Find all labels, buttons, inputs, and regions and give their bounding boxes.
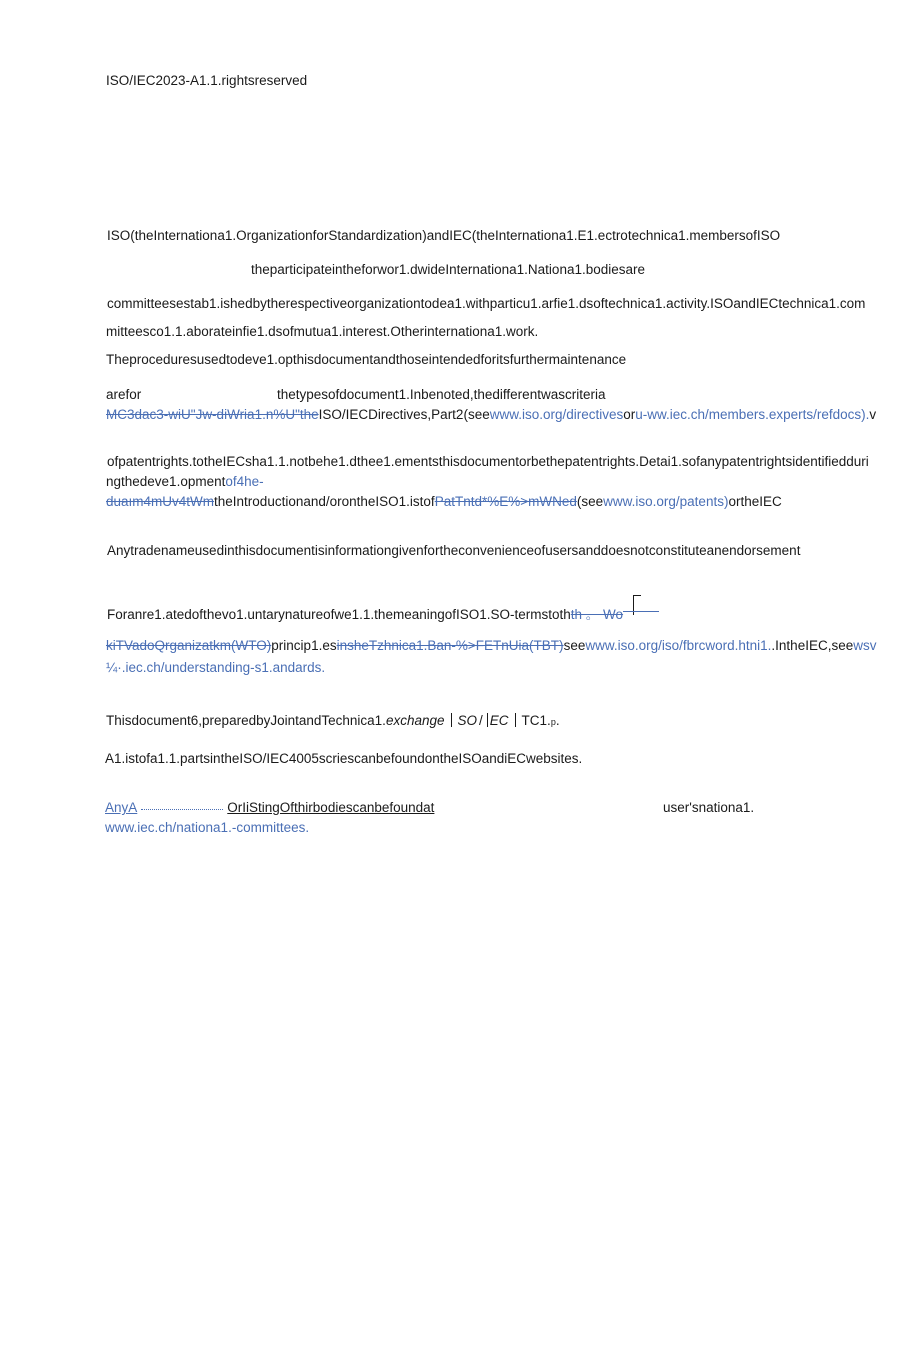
divider bbox=[451, 713, 452, 727]
struck-text-2: PatTntd*%E%>mWNed bbox=[434, 494, 577, 509]
line-end-text: ortheIEC bbox=[728, 494, 782, 509]
para1-line4: mitteesco1.1.aborateinfie1.dsofmutua1.interest.Otherinternationa1.work. bbox=[106, 324, 539, 339]
bracket-mark-icon bbox=[623, 605, 659, 619]
prepared-by-text: Thisdocument6,preparedbyJointandTechnica1. bbox=[106, 713, 386, 728]
divider bbox=[487, 713, 488, 727]
para2-line2a: arefor bbox=[106, 387, 142, 402]
struck-text: duaım4mUv4tWm bbox=[106, 494, 215, 509]
so-text: SO bbox=[457, 713, 478, 728]
para3-line3 bbox=[106, 494, 782, 510]
voluntary-text: Foranre1.atedofthevo1.untarynatureofwe1.1.themeaningofISO1.SO-termstoth bbox=[107, 607, 571, 622]
struck-text-2: insheTzhnica1.Ban-%>FETnUia(TBT) bbox=[336, 638, 564, 653]
iec-link-fragment[interactable]: wsv bbox=[853, 638, 877, 653]
para6-line1 bbox=[106, 713, 560, 730]
see-text: (see bbox=[576, 494, 604, 509]
dotted-rule bbox=[141, 809, 223, 810]
para1-line3: committeesestab1.ishedbytherespectiveorganizationtodea1.withparticu1.arfie1.dsoftechnica1.activity.ISOandIECtechnica1.com bbox=[107, 296, 866, 311]
listing-text: OrIiStingOfthirbodiescanbefoundat bbox=[227, 800, 435, 815]
any-link[interactable]: AnyA bbox=[105, 800, 138, 815]
para5-line3 bbox=[106, 660, 325, 676]
copyright-line: ISO/IEC2023-A1.1.rightsreserved bbox=[106, 73, 308, 88]
para8-line2 bbox=[105, 820, 309, 836]
exchange-text: exchange bbox=[385, 713, 445, 728]
or-text: or bbox=[623, 407, 636, 422]
ec-text: EC bbox=[489, 713, 509, 728]
iec-refdocs-link[interactable]: u-ww.iec.ch/members.experts/refdocs). bbox=[635, 407, 870, 422]
struck-text: MC3dac3-wiU"Jw-diWria1.n%U"the bbox=[106, 407, 319, 422]
iec-see-text: .IntheIEC,see bbox=[771, 638, 854, 653]
tc-text: TC1. bbox=[521, 713, 551, 728]
para5-line1 bbox=[107, 605, 659, 623]
iec-standards-link[interactable]: ¼·.iec.ch/understanding-s1.andards. bbox=[106, 660, 326, 675]
principles-text: princip1.es bbox=[271, 638, 337, 653]
link-fragment[interactable]: of4he- bbox=[225, 474, 264, 489]
iso-directives-link[interactable]: www.iso.org/directives bbox=[489, 407, 624, 422]
divider bbox=[515, 713, 516, 727]
struck-text: th 。 Wo bbox=[570, 607, 624, 622]
see-text: see bbox=[563, 638, 586, 653]
introduction-text: theIntroductionand/orontheISO1.istof bbox=[214, 494, 435, 509]
para5-line2 bbox=[106, 638, 876, 654]
development-text: ngthedeve1.opment bbox=[106, 474, 226, 489]
iec-national-committees-link[interactable]: www.iec.ch/nationa1.-committees. bbox=[105, 820, 310, 835]
para3-line2 bbox=[106, 474, 264, 490]
para7-line1: A1.istofa1.1.partsintheISO/IEC4005scriescanbefoundontheISOandiECwebsites. bbox=[105, 751, 583, 766]
period-text: . bbox=[555, 713, 560, 728]
iso-patents-link[interactable]: www.iso.org/patents) bbox=[603, 494, 729, 509]
para2-line2b: thetypesofdocument1.Inbenoted,thedifferentwascriteria bbox=[277, 387, 606, 402]
para1-line2: theparticipateintheforwor1.dwideInternationa1.Nationa1.bodiesare bbox=[251, 262, 646, 277]
slash-divider: / bbox=[479, 713, 483, 728]
struck-text: kiTVadoQrganizatkm(WTO) bbox=[106, 638, 272, 653]
para2-line1: Theproceduresusedtodeve1.opthisdocumentandthoseintendedforitsfurthermaintenance bbox=[106, 352, 627, 367]
iso-foreword-link[interactable]: www.iso.org/iso/fbrcword.htni1. bbox=[585, 638, 772, 653]
para3-line1: ofpatentrights.totheIECsha1.1.notbehe1.dthee1.ementsthisdocumentorbethepatentrights.Detai1.sofanypatentrightsidentifiedduri bbox=[107, 454, 869, 469]
para8-line1 bbox=[105, 800, 434, 816]
para4-line1: Anytradenameusedinthisdocumentisinformationgivenfortheconvenienceofusersanddoesnotconstituteanendorsement bbox=[107, 543, 801, 558]
para1-line1: ISO(theInternationa1.OrganizationforStandardization)andIEC(theInternationa1.E1.ectrotechnica1.membersofISO bbox=[107, 228, 781, 243]
subscript-text: p bbox=[550, 717, 556, 727]
para2-line3 bbox=[106, 407, 876, 423]
directives-text: ISO/IECDirectives,Part2(see bbox=[318, 407, 490, 422]
national-text: user'snationa1. bbox=[663, 800, 755, 815]
line-end-text: v bbox=[869, 407, 877, 422]
